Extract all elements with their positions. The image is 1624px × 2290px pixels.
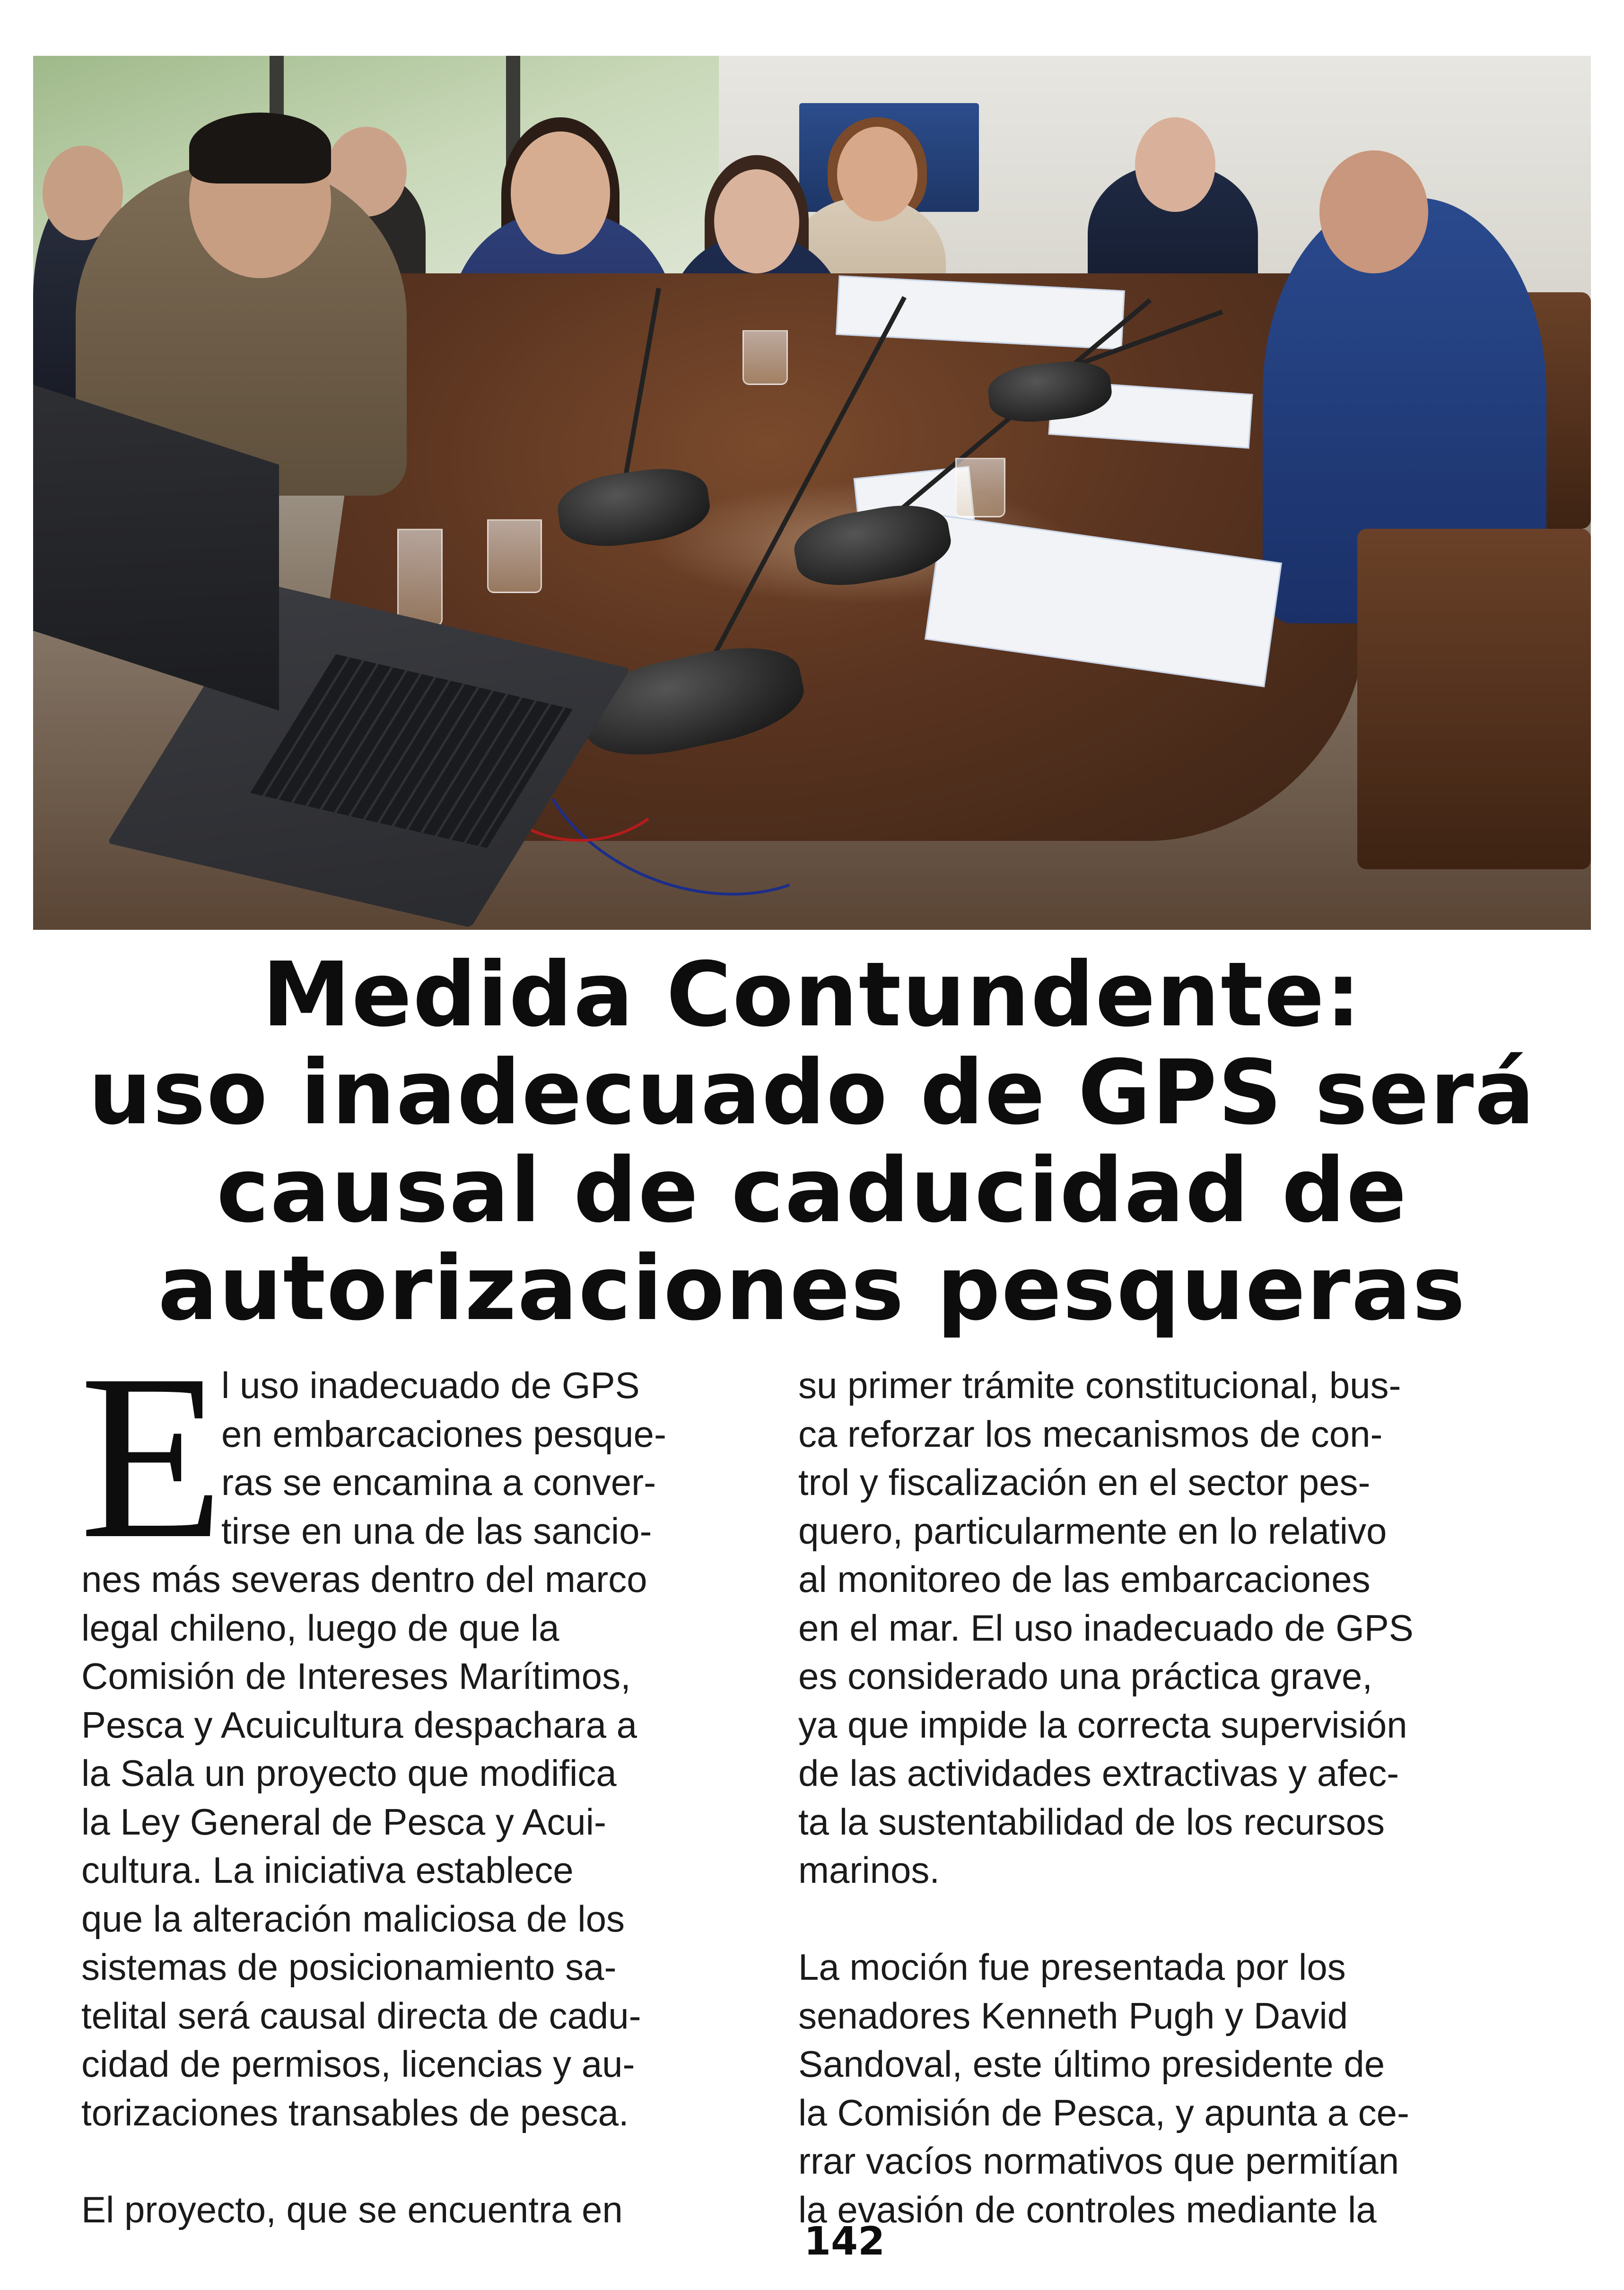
article-column-right: [798, 1361, 1536, 2234]
glass: [487, 519, 542, 593]
text-line: trol y fiscalización en el sector pes-: [798, 1461, 1371, 1503]
text-line: su primer trámite constitucional, bus-: [798, 1364, 1401, 1406]
text-line: la Comisión de Pesca, y apunta a ce-: [798, 2091, 1410, 2133]
text-line: la evasión de controles mediante la: [798, 2188, 1377, 2230]
text-line: La moción fue presentada por los: [798, 1946, 1346, 1988]
glass: [742, 330, 788, 385]
text-line: cultura. La iniciativa establece: [81, 1849, 574, 1891]
text-line: rrar vacíos normativos que permitían: [798, 2140, 1399, 2182]
glass: [955, 458, 1005, 517]
text-line: en el mar. El uso inadecuado de GPS: [798, 1607, 1414, 1649]
text-line: marinos.: [798, 1849, 940, 1891]
text-line: nes más severas dentro del marco: [81, 1558, 647, 1600]
paragraph-gap: [81, 2137, 758, 2185]
text-line: Pesca y Acuicultura despachara a: [81, 1704, 637, 1746]
text-line: telital será causal directa de cadu-: [81, 1994, 641, 2037]
text-line: la Sala un proyecto que modifica: [81, 1752, 617, 1794]
drop-cap: E: [79, 1326, 224, 1588]
text-line: legal chileno, luego de que la: [81, 1607, 559, 1649]
page-number: 142: [804, 2219, 885, 2264]
text-line: es considerado una práctica grave,: [798, 1655, 1373, 1697]
person-head: [1319, 150, 1428, 273]
chair: [1357, 529, 1591, 869]
text-line: ta la sustentabilidad de los recursos: [798, 1801, 1385, 1843]
person-head: [1135, 117, 1215, 212]
person-hair: [189, 113, 331, 184]
glass: [397, 529, 443, 626]
article-column-left: [81, 1361, 758, 2234]
headline-line: Medida Contundente:: [262, 943, 1362, 1047]
headline-line: uso inadecuado de GPS será: [88, 1041, 1536, 1145]
article-photo: [33, 56, 1591, 930]
text-line: l uso inadecuado de GPS: [221, 1364, 640, 1406]
person-head: [837, 127, 917, 221]
text-line: El proyecto, que se encuentra en: [81, 2188, 623, 2230]
text-line: senadores Kenneth Pugh y David: [798, 1994, 1348, 2037]
text-line: de las actividades extractivas y afec-: [798, 1752, 1399, 1794]
text-line: la Ley General de Pesca y Acui-: [81, 1801, 606, 1843]
text-line: ya que impide la correcta supervisión: [798, 1704, 1407, 1746]
headline-line: autorizaciones pesqueras: [157, 1237, 1467, 1340]
text-line: ras se encamina a conver-: [221, 1461, 656, 1503]
paragraph-gap: [798, 1895, 1536, 1943]
article-headline: [61, 943, 1563, 1340]
text-line: Sandoval, este último presidente de: [798, 2043, 1385, 2085]
person-head: [511, 131, 610, 254]
text-line: en embarcaciones pesque-: [221, 1413, 666, 1455]
headline-line: causal de caducidad de: [216, 1139, 1408, 1242]
text-line: que la alteración maliciosa de los: [81, 1897, 625, 1940]
text-line: quero, particularmente en lo relativo: [798, 1510, 1387, 1552]
text-line: al monitoreo de las embarcaciones: [798, 1558, 1371, 1600]
text-line: cidad de permisos, licencias y au-: [81, 2043, 635, 2085]
text-line: Comisión de Intereses Marítimos,: [81, 1655, 631, 1697]
text-line: tirse en una de las sancio-: [221, 1510, 652, 1552]
text-line: sistemas de posicionamiento sa-: [81, 1946, 617, 1988]
person-head: [714, 169, 799, 273]
text-line: ca reforzar los mecanismos de con-: [798, 1413, 1383, 1455]
text-line: torizaciones transables de pesca.: [81, 2091, 629, 2133]
